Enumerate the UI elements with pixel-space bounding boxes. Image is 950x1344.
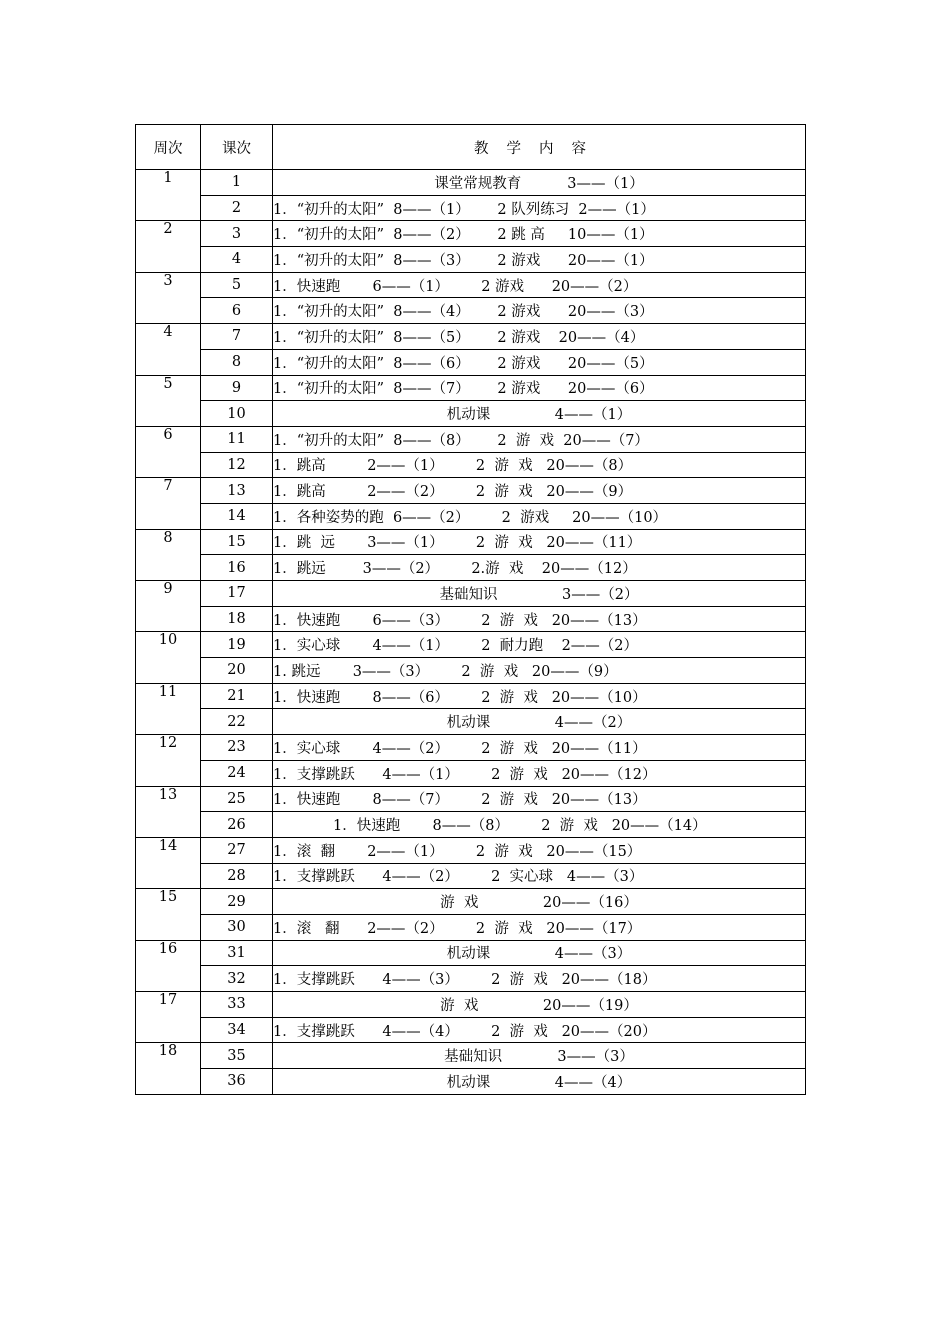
content-cell: 1．快速跑 8——（8） 2 游 戏 20——（14） (273, 812, 806, 838)
week-cell: 11 (136, 683, 201, 734)
content-cell: 1．实心球 4——（2） 2 游 戏 20——（11） (273, 735, 806, 761)
lesson-cell: 28 (201, 863, 273, 889)
lesson-cell: 17 (201, 581, 273, 607)
content-cell: 基础知识 3——（2） (273, 581, 806, 607)
lesson-cell: 20 (201, 658, 273, 684)
lesson-cell: 15 (201, 529, 273, 555)
lesson-cell: 6 (201, 298, 273, 324)
content-cell: 1．跳高 2——（1） 2 游 戏 20——（8） (273, 452, 806, 478)
content-cell: 1．“初升的太阳” 8——（7） 2 游戏 20——（6） (273, 375, 806, 401)
table-row (136, 940, 806, 966)
table-row (136, 1017, 806, 1043)
lesson-cell: 7 (201, 324, 273, 350)
lesson-cell: 34 (201, 1017, 273, 1043)
week-cell: 18 (136, 1043, 201, 1094)
table-row (136, 632, 806, 658)
table-row (136, 786, 806, 812)
lesson-cell: 16 (201, 555, 273, 581)
week-cell: 8 (136, 529, 201, 580)
content-cell: 1．“初升的太阳” 8——（3） 2 游戏 20——（1） (273, 247, 806, 273)
week-cell: 13 (136, 786, 201, 837)
lesson-cell: 19 (201, 632, 273, 658)
week-cell: 6 (136, 426, 201, 477)
lesson-cell: 21 (201, 683, 273, 709)
table-body (136, 170, 806, 1095)
table-row (136, 1069, 806, 1095)
content-cell: 课堂常规教育 3——（1） (273, 170, 806, 196)
header-content: 教学内容 (273, 125, 806, 170)
table-row (136, 452, 806, 478)
content-cell: 1．快速跑 8——（6） 2 游 戏 20——（10） (273, 683, 806, 709)
lesson-cell: 3 (201, 221, 273, 247)
table-row (136, 195, 806, 221)
table-row (136, 760, 806, 786)
week-cell: 12 (136, 735, 201, 786)
header-lesson: 课次 (201, 125, 273, 170)
content-cell: 基础知识 3——（3） (273, 1043, 806, 1069)
content-cell: 游 戏 20——（16） (273, 889, 806, 915)
content-cell: 1．“初升的太阳” 8——（4） 2 游戏 20——（3） (273, 298, 806, 324)
table-row (136, 478, 806, 504)
week-cell: 7 (136, 478, 201, 529)
teaching-plan-table (135, 124, 806, 1095)
content-cell: 1．“初升的太阳” 8——（6） 2 游戏 20——（5） (273, 349, 806, 375)
table-row (136, 709, 806, 735)
lesson-cell: 29 (201, 889, 273, 915)
lesson-cell: 9 (201, 375, 273, 401)
week-cell: 1 (136, 170, 201, 221)
lesson-cell: 13 (201, 478, 273, 504)
lesson-cell: 27 (201, 837, 273, 863)
content-cell: 机动课 4——（1） (273, 401, 806, 427)
content-cell: 1．支撑跳跃 4——（3） 2 游 戏 20——（18） (273, 966, 806, 992)
table-row (136, 889, 806, 915)
lesson-cell: 4 (201, 247, 273, 273)
table-row (136, 658, 806, 684)
table-header-row (136, 125, 806, 170)
table-row (136, 683, 806, 709)
week-cell: 3 (136, 272, 201, 323)
week-cell: 17 (136, 992, 201, 1043)
lesson-cell: 35 (201, 1043, 273, 1069)
content-cell: 1．快速跑 8——（7） 2 游 戏 20——（13） (273, 786, 806, 812)
content-cell: 1. 跳远 3——（3） 2 游 戏 20——（9） (273, 658, 806, 684)
lesson-cell: 8 (201, 349, 273, 375)
content-cell: 机动课 4——（2） (273, 709, 806, 735)
content-cell: 1．实心球 4——（1） 2 耐力跑 2——（2） (273, 632, 806, 658)
week-cell: 2 (136, 221, 201, 272)
table-row (136, 863, 806, 889)
week-cell: 14 (136, 837, 201, 888)
lesson-cell: 5 (201, 272, 273, 298)
content-cell: 1．支撑跳跃 4——（4） 2 游 戏 20——（20） (273, 1017, 806, 1043)
week-cell: 4 (136, 324, 201, 375)
table-row (136, 914, 806, 940)
content-cell: 1．“初升的太阳” 8——（2） 2 跳 高 10——（1） (273, 221, 806, 247)
table-row (136, 555, 806, 581)
content-cell: 1．跳 远 3——（1） 2 游 戏 20——（11） (273, 529, 806, 555)
lesson-cell: 30 (201, 914, 273, 940)
lesson-cell: 23 (201, 735, 273, 761)
content-cell: 1．“初升的太阳” 8——（1） 2 队列练习 2——（1） (273, 195, 806, 221)
table-row (136, 349, 806, 375)
table-row (136, 1043, 806, 1069)
content-cell: 1．快速跑 6——（1） 2 游戏 20——（2） (273, 272, 806, 298)
table-row (136, 426, 806, 452)
content-cell: 游 戏 20——（19） (273, 992, 806, 1018)
table-row (136, 375, 806, 401)
content-cell: 1．支撑跳跃 4——（1） 2 游 戏 20——（12） (273, 760, 806, 786)
table-row (136, 581, 806, 607)
lesson-cell: 12 (201, 452, 273, 478)
table-row (136, 812, 806, 838)
table-row (136, 735, 806, 761)
lesson-cell: 11 (201, 426, 273, 452)
table-row (136, 221, 806, 247)
table-row (136, 272, 806, 298)
lesson-cell: 32 (201, 966, 273, 992)
table-row (136, 992, 806, 1018)
lesson-cell: 2 (201, 195, 273, 221)
table-row (136, 966, 806, 992)
content-cell: 1．跳远 3——（2） 2.游 戏 20——（12） (273, 555, 806, 581)
content-cell: 1．跳高 2——（2） 2 游 戏 20——（9） (273, 478, 806, 504)
week-cell: 15 (136, 889, 201, 940)
table-row (136, 324, 806, 350)
lesson-cell: 31 (201, 940, 273, 966)
lesson-cell: 33 (201, 992, 273, 1018)
table-row (136, 606, 806, 632)
week-cell: 5 (136, 375, 201, 426)
week-cell: 10 (136, 632, 201, 683)
content-cell: 1．各种姿势的跑 6——（2） 2 游戏 20——（10） (273, 503, 806, 529)
table-row (136, 247, 806, 273)
table-row (136, 298, 806, 324)
lesson-cell: 1 (201, 170, 273, 196)
lesson-cell: 25 (201, 786, 273, 812)
lesson-cell: 14 (201, 503, 273, 529)
header-week: 周次 (136, 125, 201, 170)
lesson-cell: 26 (201, 812, 273, 838)
content-cell: 1．“初升的太阳” 8——（8） 2 游 戏 20——（7） (273, 426, 806, 452)
lesson-cell: 18 (201, 606, 273, 632)
content-cell: 机动课 4——（3） (273, 940, 806, 966)
lesson-cell: 24 (201, 760, 273, 786)
table-row (136, 170, 806, 196)
table-row (136, 503, 806, 529)
table-row (136, 529, 806, 555)
lesson-cell: 22 (201, 709, 273, 735)
week-cell: 16 (136, 940, 201, 991)
lesson-cell: 10 (201, 401, 273, 427)
content-cell: 1．滚 翻 2——（2） 2 游 戏 20——（17） (273, 914, 806, 940)
lesson-cell: 36 (201, 1069, 273, 1095)
table-row (136, 837, 806, 863)
week-cell: 9 (136, 581, 201, 632)
content-cell: 机动课 4——（4） (273, 1069, 806, 1095)
content-cell: 1．支撑跳跃 4——（2） 2 实心球 4——（3） (273, 863, 806, 889)
table-row (136, 401, 806, 427)
content-cell: 1．“初升的太阳” 8——（5） 2 游戏 20——（4） (273, 324, 806, 350)
content-cell: 1．滚 翻 2——（1） 2 游 戏 20——（15） (273, 837, 806, 863)
content-cell: 1．快速跑 6——（3） 2 游 戏 20——（13） (273, 606, 806, 632)
